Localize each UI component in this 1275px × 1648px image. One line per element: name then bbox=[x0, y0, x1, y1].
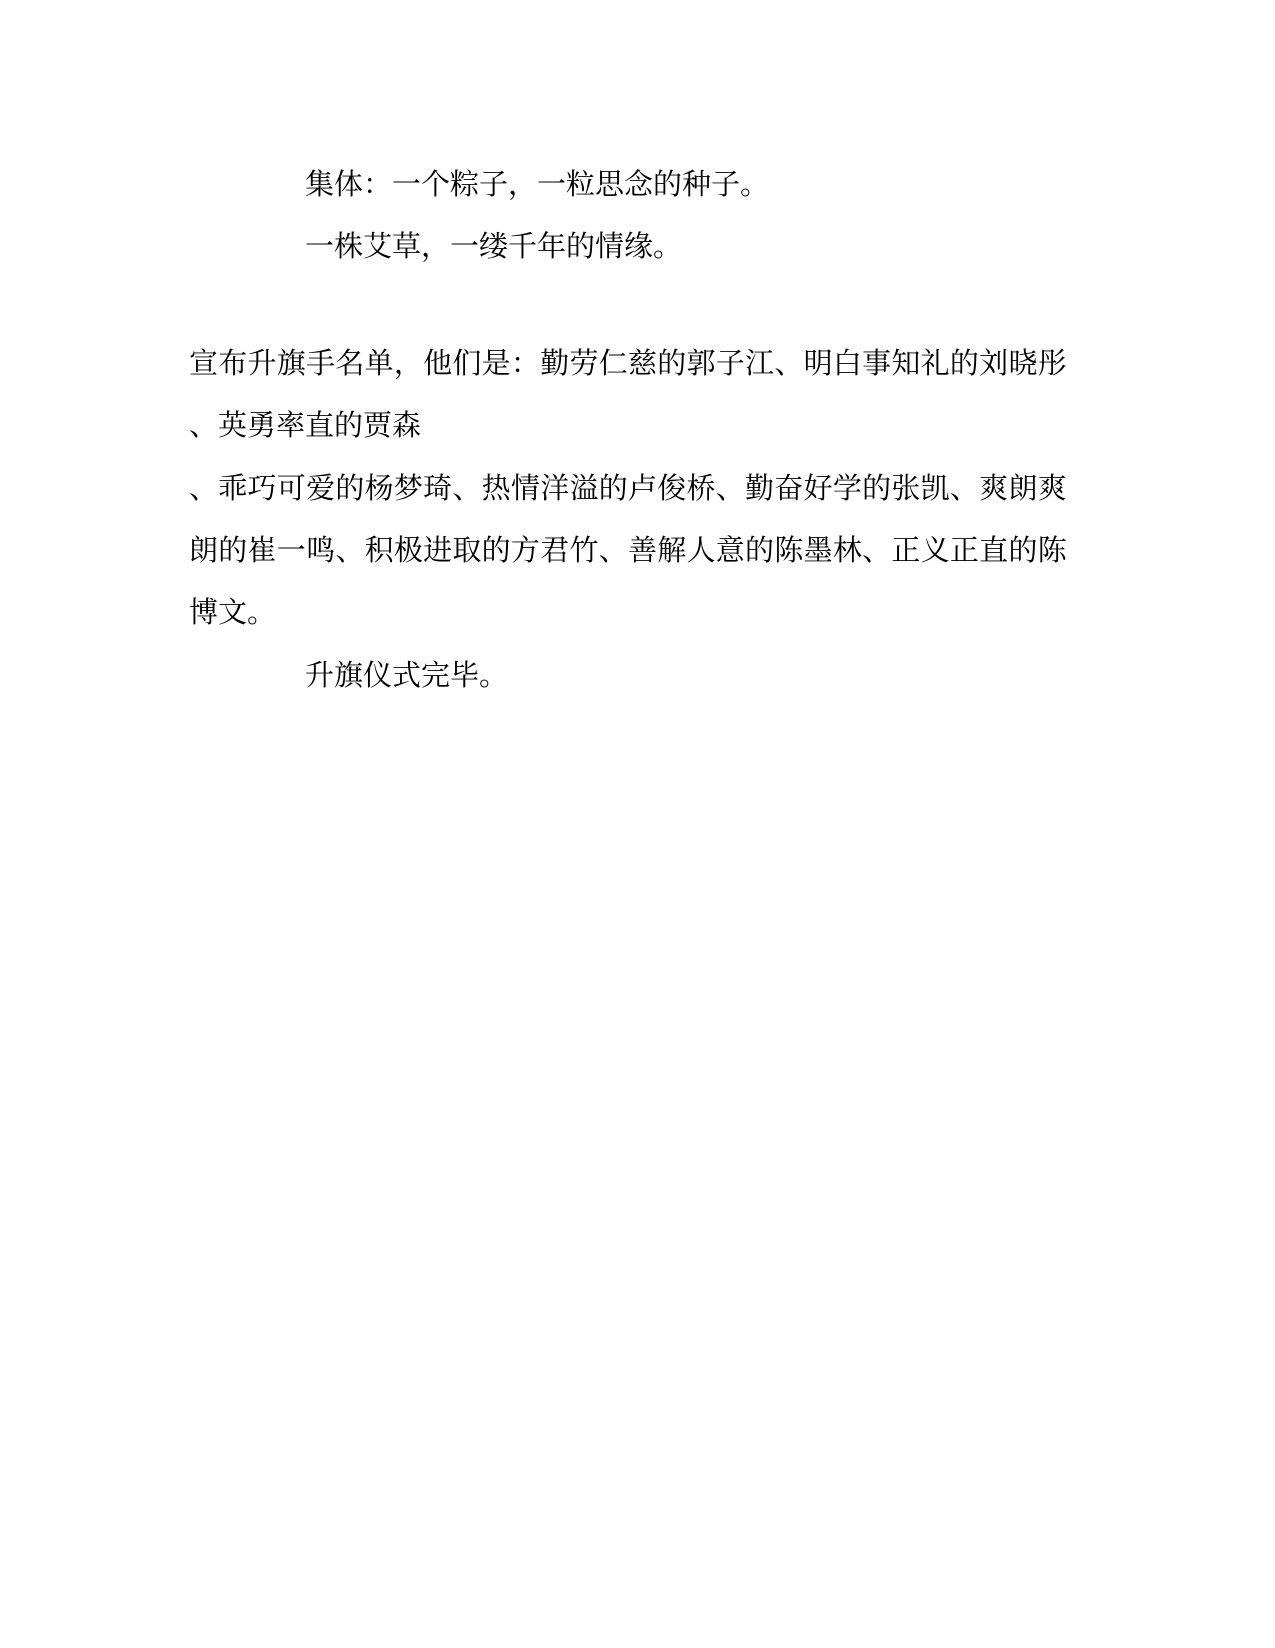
paragraph-collective-line: 集体：一个粽子，一粒思念的种子。 bbox=[305, 167, 770, 201]
paragraph-names-line-3: 博文。 bbox=[189, 595, 277, 629]
paragraph-names-line-2: 朗 的 崔 一 鸣 、 积 极 进 取 的 方 君 竹 、 善 解 人 意 的 陈 墨 林 、 正 义 正 直 的 陈 bbox=[189, 533, 1067, 567]
paragraph-ceremony-end-line: 升旗仪式完毕。 bbox=[305, 658, 509, 692]
paragraph-names-line-1: 、 乖 巧 可 爱 的 杨 梦 琦 、 热 情 洋 溢 的 卢 俊 桥 、 勤 奋 好 学 的 张 凯 、 爽 朗 爽 bbox=[189, 471, 1067, 505]
paragraph-mugwort-line: 一株艾草，一缕千年的情缘。 bbox=[305, 229, 683, 263]
paragraph-flag-bearers-line-1: 宣 布 升 旗 手 名 单 ， 他 们 是 ： 勤 劳 仁 慈 的 郭 子 江 、 明 白 事 知 礼 的 刘 晓 彤 bbox=[189, 346, 1067, 380]
paragraph-flag-bearers-line-2: 、英勇率直的贾森 bbox=[189, 408, 422, 442]
